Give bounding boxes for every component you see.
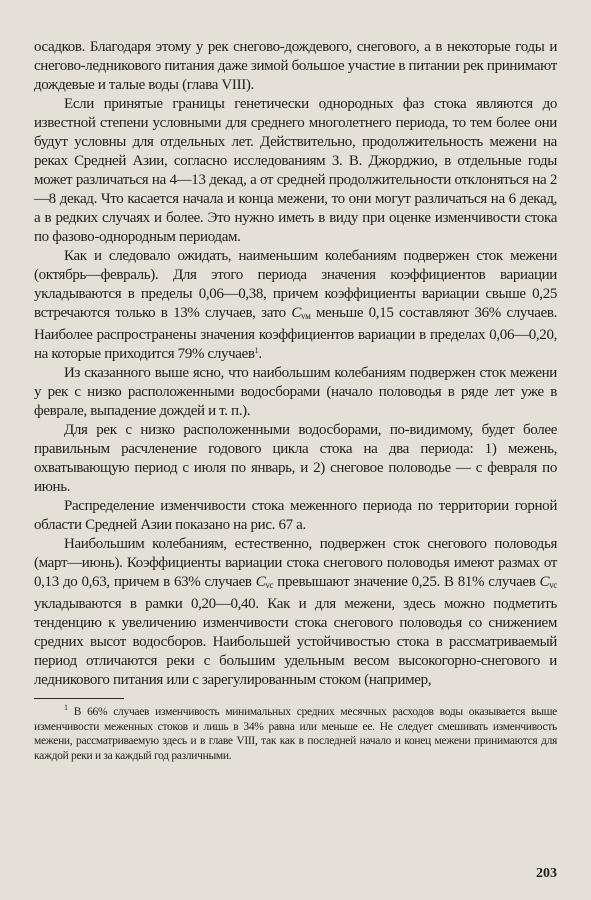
paragraph-7 — [34, 535, 557, 690]
paragraph-6: Распределение изменчивости стока меженного периода по территории горной области Средней Азии показано на рис. 67 а. — [34, 498, 557, 533]
paragraph-3-part-b: меньше 0,15 составляют 36% случаев. Наиболее распространены значения коэффициентов вариации в пределах 0,06—0,20, на которые приходится 79% случаев — [34, 305, 558, 362]
footnote-reference: 1 — [254, 346, 259, 355]
paragraph-7-part-c: укладываются в рамки 0,20—0,40. Как и для межени, здесь можно подметить тенденцию к увеличению изменчивости стока снегового половодья со снижением средних высот водосборов. Наибольшей устойчивостью стока в рассматриваемый период отличаются реки с большим удельным весом высокогорно-снегового и ледникового питания или с зарегулированным стоком (например, — [34, 596, 557, 688]
paragraph-3 — [34, 247, 557, 364]
paragraph-7-part-b: превышают значение 0,25. В 81% случаев — [273, 574, 540, 590]
main-text — [34, 38, 557, 690]
paragraph-1: осадков. Благодаря этому у рек снегово-дождевого, снегового, а в некоторые годы и снегово-ледникового питания даже зимой большое участие в питании рек принимают дождевые и талые воды (глава VIII). — [34, 39, 557, 93]
paragraph-3-part-a: Как и следовало ожидать, наименьшим колебаниям подвержен сток межени (октябрь—февраль). Для этого периода значения коэффициентов вариации укладываются в пределы 0,06—0,38, причем коэффициенты вариации свыше 0,25 встречаются только в 13% случаев, зато — [34, 248, 557, 321]
cv-symbol: C — [539, 574, 550, 590]
cv-symbol: C — [291, 305, 301, 321]
footnote — [34, 705, 557, 763]
cv-subscript: vм — [300, 311, 311, 321]
paragraph-4: Из сказанного выше ясно, что наибольшим колебаниям подвержен сток межени у рек с низко расположенными водосборами (начало половодья в ряде лет уже в феврале, выпадение дождей и т. п.). — [34, 365, 557, 419]
paragraph-3-part-c: . — [258, 346, 262, 362]
page-number: 203 — [536, 866, 557, 881]
footnote-divider — [34, 698, 124, 699]
paragraph-5: Для рек с низко расположенными водосборами, по-видимому, будет более правильным расчленение годового цикла стока на два периода: 1) межень, охватывающую период с июля по январь, и 2) снеговое половодье — с февраля по июнь. — [34, 422, 557, 495]
footnote-marker: 1 — [64, 703, 68, 712]
footnote-text — [34, 705, 557, 763]
cv-symbol: C — [255, 574, 266, 590]
footnote-body: В 66% случаев изменчивость минимальных средних месячных расходов воды оказывается выше изменчивости меженных стоков и лишь в 34% равна или меньше ее. Не следует смешивать изменчивость межени, рассматриваемую здесь и в главе VIII, так как в последней начало и конец межени принимаются для каждой реки и за каждый год различными. — [34, 706, 557, 762]
paragraph-2: Если принятые границы генетически однородных фаз стока являются до известной степени условными для среднего многолетнего периода, то тем более они будут условны для отдельных лет. Действительно, продолжительность межени на реках Средней Азии, согласно исследованиям З. В. Джорджио, в отдельные годы может различаться на 4—13 декад, а от средней продолжительности отклоняться на 2—8 декад. Что касается начала и конца межени, то они могут различаться на 6 декад, а в редких случаях и более. Это нужно иметь в виду при оценке изменчивости стока по фазово-однородным периодам. — [34, 96, 557, 245]
paragraph-7-part-a: Наибольшим колебаниям, естественно, подвержен сток снегового половодья (март—июнь). Коэффициенты вариации стока снегового половодья имеют размах от 0,13 до 0,63, причем в 63% случаев — [34, 536, 557, 590]
cv-subscript: vс — [265, 580, 274, 590]
cv-subscript: vс — [549, 580, 557, 590]
